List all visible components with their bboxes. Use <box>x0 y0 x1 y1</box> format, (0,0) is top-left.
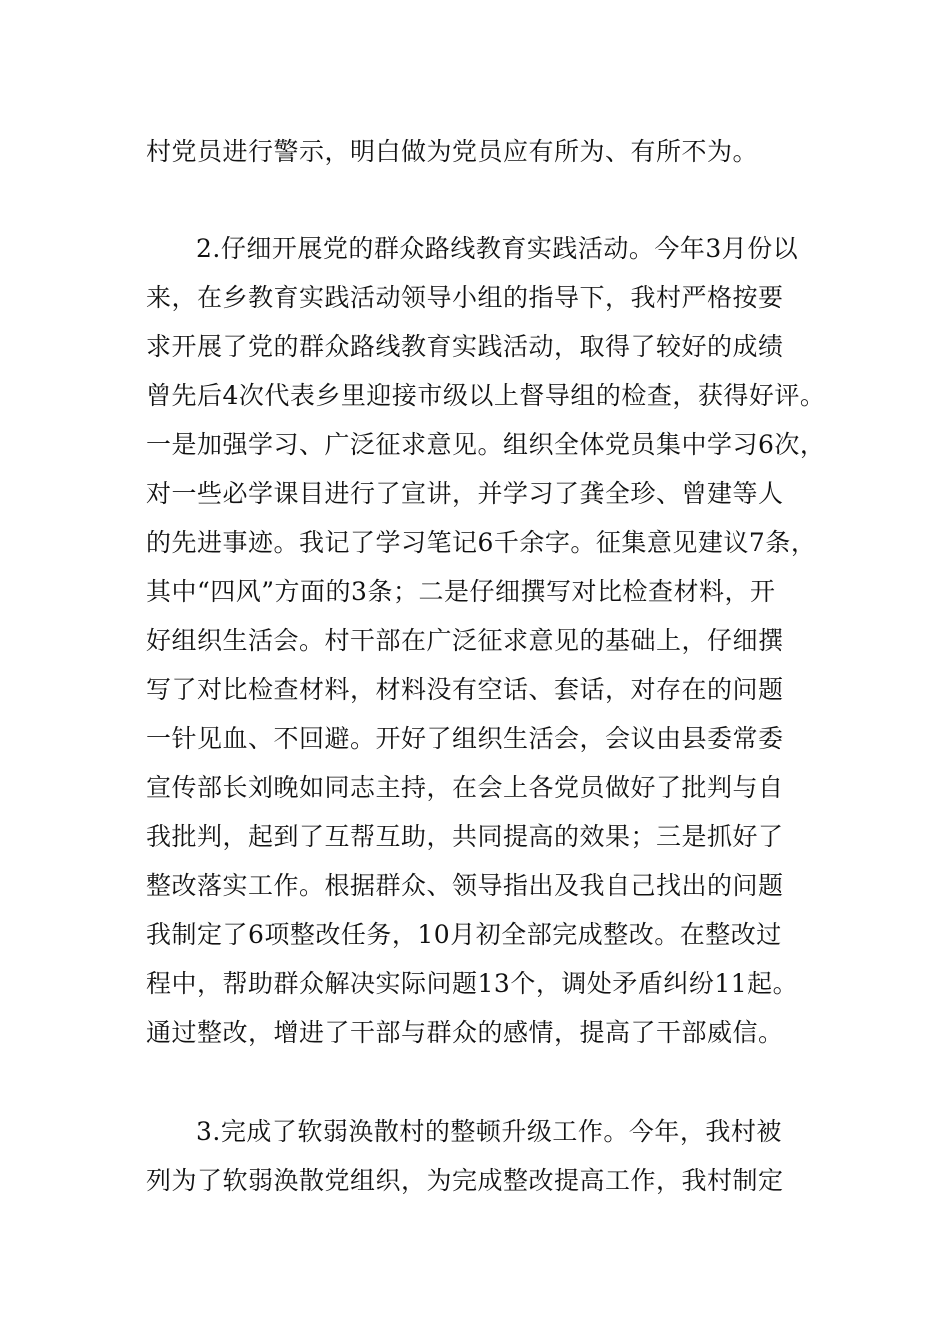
paragraph-2-line-8: 其中“四风”方面的3条；二是仔细撰写对比检查材料，开 <box>146 577 776 606</box>
paragraph-3-line-1: 3.完成了软弱涣散村的整顿升级工作。今年，我村被 <box>196 1117 782 1146</box>
paragraph-2-line-4: 曾先后4次代表乡里迎接市级以上督导组的检查，获得好评。 <box>146 381 826 410</box>
paragraph-2-line-10: 写了对比检查材料，材料没有空话、套话，对存在的问题 <box>146 675 784 704</box>
paragraph-2-line-16: 程中，帮助群众解决实际问题13个，调处矛盾纠纷11起。 <box>146 969 799 998</box>
paragraph-2-line-17: 通过整改，增进了干部与群众的感情，提高了干部威信。 <box>146 1018 784 1047</box>
paragraph-2-line-7: 的先进事迹。我记了学习笔记6千余字。征集意见建议7条， <box>146 528 817 557</box>
paragraph-2-line-15: 我制定了6项整改任务，10月初全部完成整改。在整改过 <box>146 920 782 949</box>
paragraph-2-line-6: 对一些必学课目进行了宣讲，并学习了龚全珍、曾建等人 <box>146 479 784 508</box>
paragraph-2-line-13: 我批判，起到了互帮互助，共同提高的效果；三是抓好了 <box>146 822 784 851</box>
paragraph-2-line-11: 一针见血、不回避。开好了组织生活会，会议由县委常委 <box>146 724 784 753</box>
paragraph-3-line-2: 列为了软弱涣散党组织，为完成整改提高工作，我村制定 <box>146 1166 784 1195</box>
paragraph-2-line-5: 一是加强学习、广泛征求意见。组织全体党员集中学习6次， <box>146 430 826 459</box>
paragraph-2-line-1: 2.仔细开展党的群众路线教育实践活动。今年3月份以 <box>196 234 799 263</box>
paragraph-2-line-14: 整改落实工作。根据群众、领导指出及我自己找出的问题 <box>146 871 784 900</box>
paragraph-2-line-2: 来，在乡教育实践活动领导小组的指导下，我村严格按要 <box>146 283 784 312</box>
paragraph-2-line-9: 好组织生活会。村干部在广泛征求意见的基础上，仔细撰 <box>146 626 784 655</box>
paragraph-2-line-3: 求开展了党的群众路线教育实践活动，取得了较好的成绩 <box>146 332 784 361</box>
paragraph-2-line-12: 宣传部长刘晚如同志主持，在会上各党员做好了批判与自 <box>146 773 784 802</box>
paragraph-1-line-1: 村党员进行警示，明白做为党员应有所为、有所不为。 <box>146 137 759 166</box>
